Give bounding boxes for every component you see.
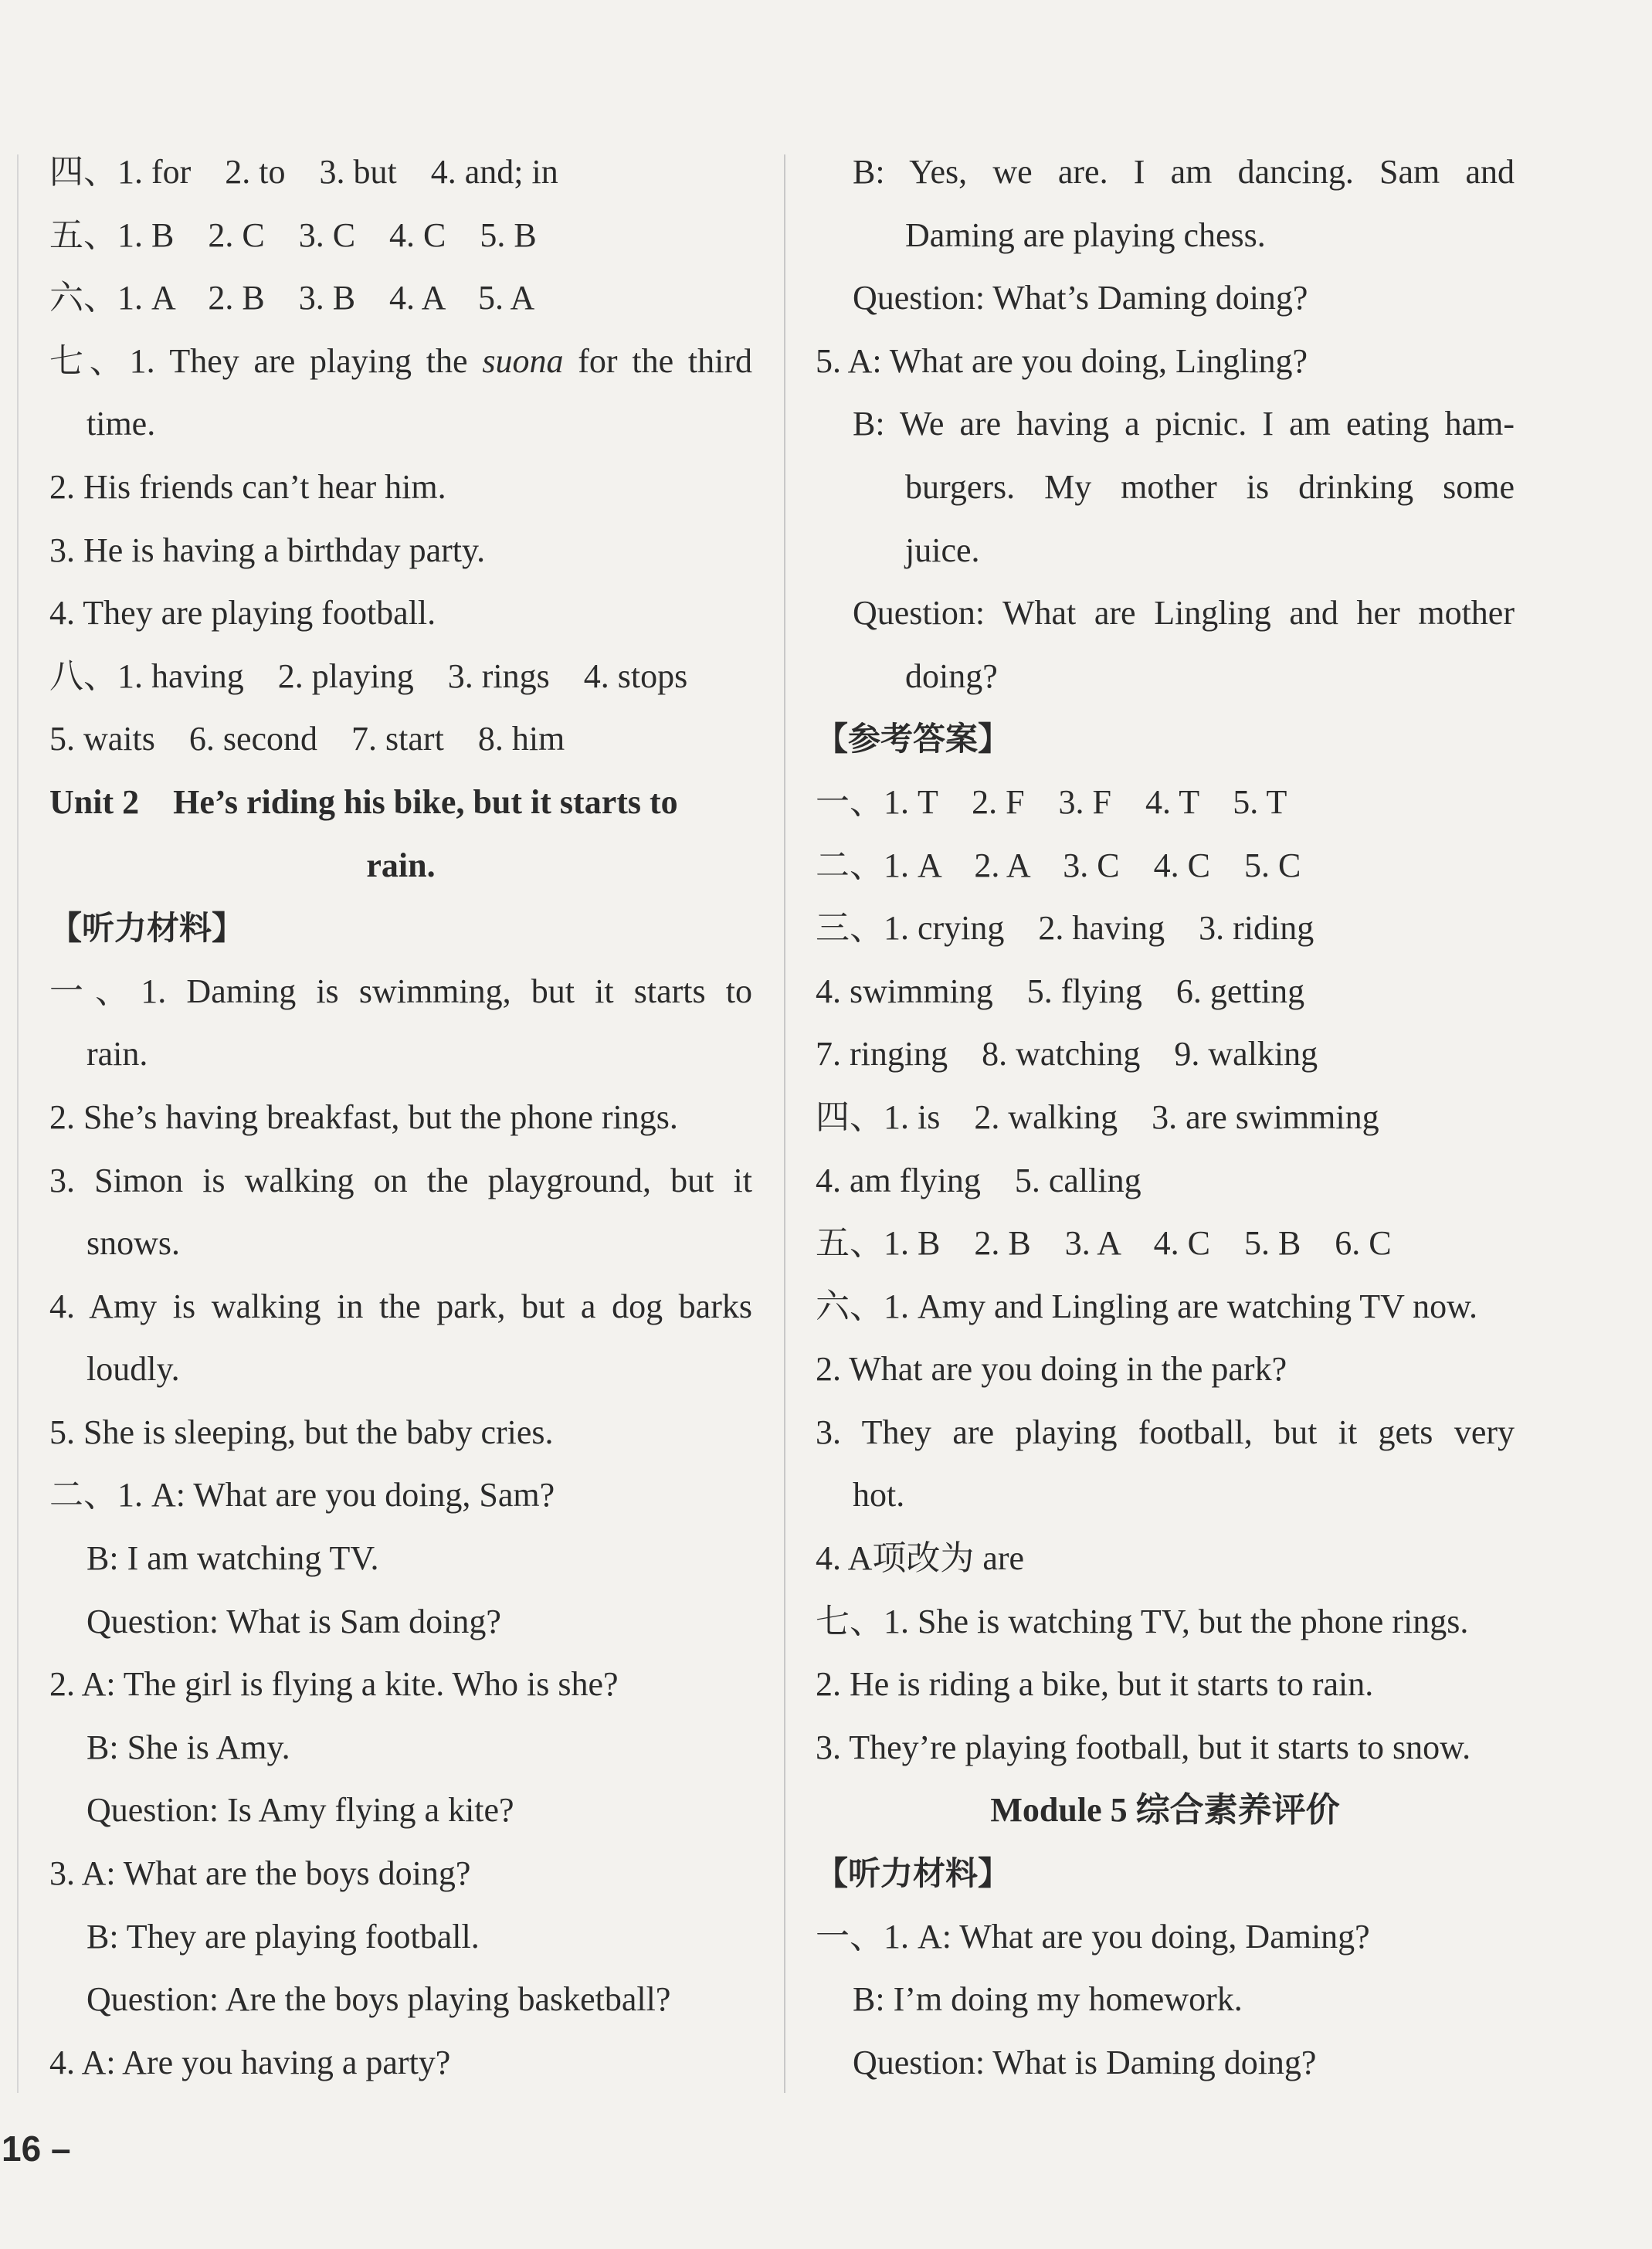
right-line-25: 3. They’re playing football, but it starts to snow. — [816, 1728, 1471, 1766]
right-line-19: 2. What are you doing in the park? — [816, 1350, 1287, 1389]
right-line-23: 七、1. She is watching TV, but the phone rings. — [816, 1602, 1469, 1640]
left-line-16: 3. Simon is walking on the playground, but it — [49, 1161, 752, 1199]
left-line-30: 4. A: Are you having a party? — [49, 2043, 451, 2081]
right-line-4: B: We are having a picnic. I am eating ham- — [853, 405, 1515, 443]
right-line-3: 5. A: What are you doing, Lingling? — [816, 341, 1308, 380]
right-line-27: 【听力材料】 — [816, 1854, 1011, 1893]
right-line-13: 4. swimming 5. flying 6. getting — [816, 972, 1305, 1010]
right-line-7: Question: What are Lingling and her mother — [853, 594, 1515, 633]
right-line-21: hot. — [853, 1476, 905, 1515]
right-line-11: 二、1. A 2. A 3. C 4. C 5. C — [816, 846, 1301, 884]
right-line-10: 一、1. T 2. F 3. F 4. T 5. T — [816, 782, 1287, 821]
right-line-2: Question: What’s Daming doing? — [853, 279, 1308, 317]
right-line-18: 六、1. Amy and Lingling are watching TV now. — [816, 1287, 1478, 1325]
left-line-13: 一、1. Daming is swimming, but it starts to — [49, 972, 752, 1010]
left-line-24: 2. A: The girl is flying a kite. Who is she? — [49, 1665, 619, 1704]
right-line-6: juice. — [905, 531, 980, 569]
left-line-6: 3. He is having a birthday party. — [49, 531, 486, 569]
right-line-29: B: I’m doing my homework. — [853, 1980, 1243, 2019]
left-margin-rule — [17, 154, 19, 2093]
right-line-17: 五、1. B 2. B 3. A 4. C 5. B 6. C — [816, 1224, 1392, 1263]
left-line-5: 2. His friends can’t hear him. — [49, 467, 446, 506]
left-line-8: 八、1. having 2. playing 3. rings 4. stops — [49, 656, 688, 695]
right-column — [816, 141, 1515, 2094]
right-line-14: 7. ringing 8. watching 9. walking — [816, 1035, 1318, 1074]
left-line-29: Question: Are the boys playing basketball? — [87, 1980, 671, 2019]
left-line-4: time. — [87, 405, 156, 443]
left-line-14: rain. — [87, 1035, 148, 1074]
right-line-1: Daming are playing chess. — [905, 215, 1266, 254]
left-line-18: 4. Amy is walking in the park, but a dog barks — [49, 1287, 752, 1325]
left-line-7: 4. They are playing football. — [49, 594, 436, 633]
left-line-28: B: They are playing football. — [87, 1917, 480, 1956]
left-line-9: 5. waits 6. second 7. start 8. him — [49, 720, 565, 758]
right-line-15: 四、1. is 2. walking 3. are swimming — [816, 1097, 1379, 1136]
left-line-23: Question: What is Sam doing? — [87, 1602, 501, 1640]
left-line-27: 3. A: What are the boys doing? — [49, 1854, 471, 1893]
left-line-26: Question: Is Amy flying a kite? — [87, 1791, 514, 1830]
right-line-20: 3. They are playing football, but it gets very — [816, 1413, 1515, 1451]
left-line-11: rain. — [366, 846, 436, 884]
left-line-3: 七、1. They are playing the suona for the third — [49, 341, 752, 380]
column-divider — [784, 154, 785, 2093]
left-line-1: 五、1. B 2. C 3. C 4. C 5. B — [49, 215, 537, 254]
right-line-28: 一、1. A: What are you doing, Daming? — [816, 1917, 1370, 1956]
left-line-10: Unit 2 He’s riding his bike, but it starts to — [49, 782, 678, 821]
right-line-8: doing? — [905, 656, 998, 695]
italic-term: suona — [482, 341, 564, 380]
right-line-26: Module 5 综合素养评价 — [990, 1791, 1340, 1830]
left-line-25: B: She is Amy. — [87, 1728, 290, 1766]
page-number: 16 – — [2, 2129, 71, 2169]
left-line-2: 六、1. A 2. B 3. B 4. A 5. A — [49, 279, 535, 317]
right-line-30: Question: What is Daming doing? — [853, 2043, 1317, 2081]
left-line-0: 四、1. for 2. to 3. but 4. and; in — [49, 153, 558, 191]
right-line-12: 三、1. crying 2. having 3. riding — [816, 909, 1314, 948]
right-line-5: burgers. My mother is drinking some — [905, 467, 1515, 506]
left-line-17: snows. — [87, 1224, 181, 1263]
left-line-21: 二、1. A: What are you doing, Sam? — [49, 1476, 555, 1515]
right-line-9: 【参考答案】 — [816, 720, 1011, 758]
left-line-22: B: I am watching TV. — [87, 1539, 379, 1578]
left-line-20: 5. She is sleeping, but the baby cries. — [49, 1413, 554, 1451]
left-line-15: 2. She’s having breakfast, but the phone rings. — [49, 1097, 678, 1136]
left-line-12: 【听力材料】 — [49, 909, 245, 948]
right-line-22: 4. A项改为 are — [816, 1539, 1025, 1578]
right-line-24: 2. He is riding a bike, but it starts to rain. — [816, 1665, 1374, 1704]
left-column — [49, 141, 752, 2094]
right-line-16: 4. am flying 5. calling — [816, 1161, 1141, 1199]
right-line-0: B: Yes, we are. I am dancing. Sam and — [853, 153, 1515, 191]
left-line-19: loudly. — [87, 1350, 180, 1389]
